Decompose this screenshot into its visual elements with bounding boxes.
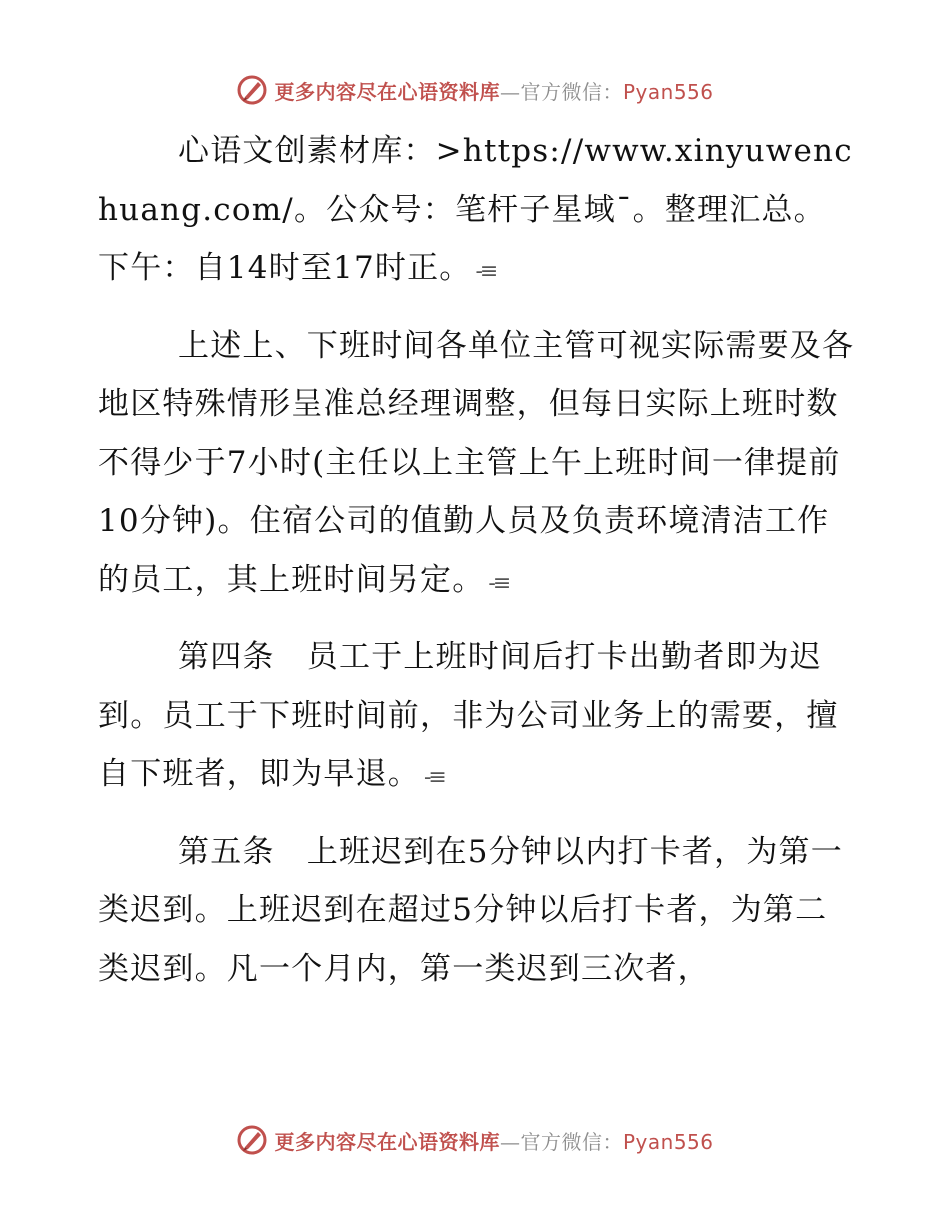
footer-banner-content: [236, 1124, 713, 1156]
header-banner-wechat-id: Pyan556: [622, 79, 714, 104]
footer-banner: [0, 1120, 950, 1160]
quill-pen-logo-icon: [236, 1124, 268, 1156]
paragraph-4: [98, 823, 858, 999]
paragraph-mark: -≡: [424, 765, 444, 790]
header-banner-text: [274, 76, 713, 105]
document-body: [98, 122, 858, 998]
footer-banner-wechat-label: 官方微信：: [520, 1129, 623, 1154]
header-banner-dash: —: [499, 79, 521, 104]
paragraph-3: [98, 628, 858, 808]
paragraph-4-text: 第五条 上班迟到在5分钟以内打卡者，为第一类迟到。上班迟到在超过5分钟以后打卡者，为第二类迟到。凡一个月内，第一类迟到三次者，: [98, 833, 843, 987]
header-banner-wechat-label: 官方微信：: [520, 79, 623, 104]
header-banner-content: [236, 74, 713, 106]
paragraph-3-text: 第四条 员工于上班时间后打卡出勤者即为迟到。员工于下班时间前，非为公司业务上的需要，擅自下班者，即为早退。: [98, 639, 839, 792]
footer-banner-dash: —: [499, 1129, 521, 1154]
paragraph-2-text: 上述上、下班时间各单位主管可视实际需要及各地区特殊情形呈准总经理调整，但每日实际上班时数不得少于7小时(主任以上主管上午上班时间一律提前10分钟)。住宿公司的值勤人员及负责环境清洁工作的员工，其上班时间另定。: [98, 327, 855, 598]
footer-banner-slogan: 更多内容尽在心语资料库: [274, 1129, 500, 1154]
footer-banner-text: [274, 1126, 713, 1155]
quill-pen-logo-icon: [236, 74, 268, 106]
paragraph-2: [98, 317, 858, 614]
paragraph-1: [98, 122, 858, 302]
header-banner: [0, 70, 950, 110]
paragraph-mark: -≡: [475, 259, 496, 284]
header-banner-slogan: 更多内容尽在心语资料库: [274, 79, 500, 104]
footer-banner-wechat-id: Pyan556: [622, 1129, 714, 1154]
paragraph-1-text: 心语文创素材库：>https://www.xinyuwenchuang.com/。公众号：笔杆子星域¯。整理汇总。下午：自14时至17时正。: [98, 133, 853, 286]
paragraph-mark: -≡: [488, 570, 509, 596]
